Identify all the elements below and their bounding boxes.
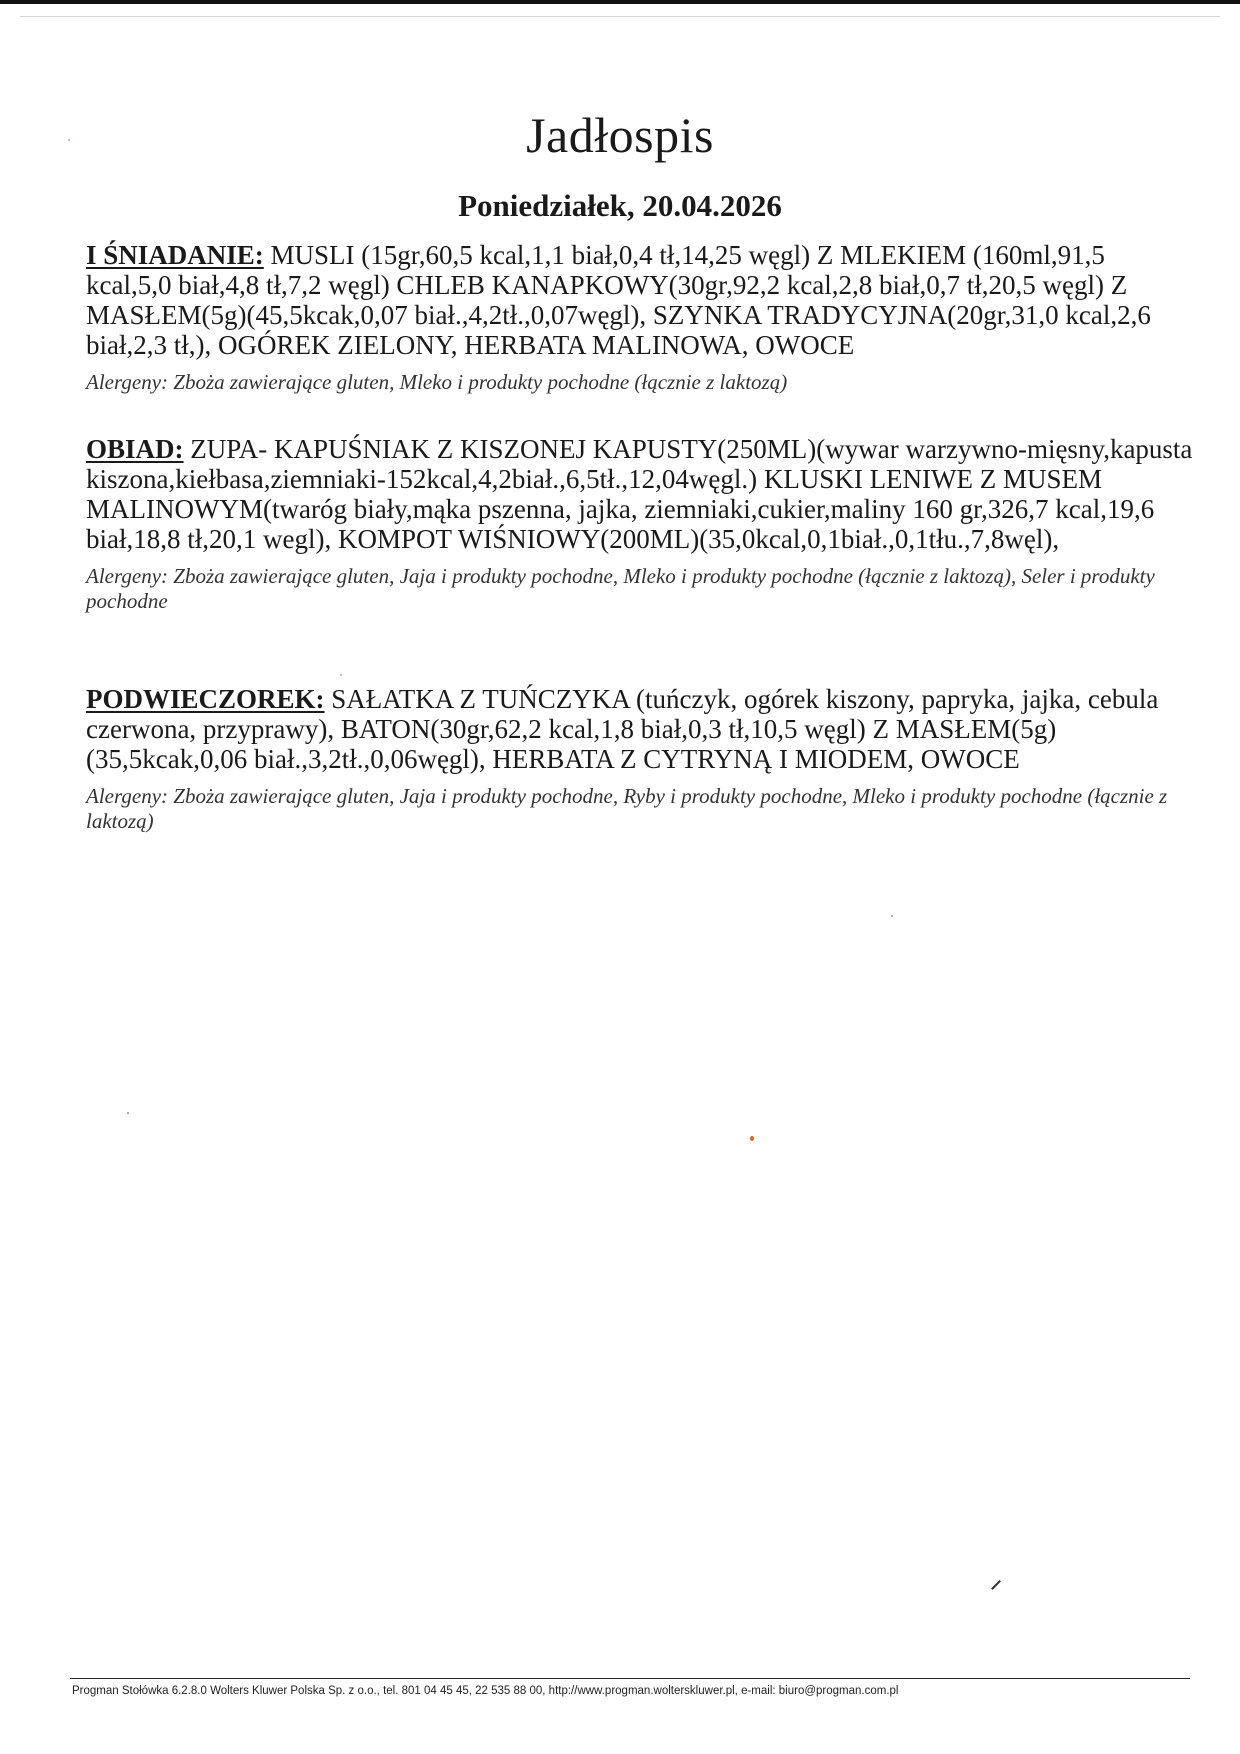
scan-speck xyxy=(750,1136,754,1141)
footer-text: Progman Stołówka 6.2.8.0 Wolters Kluwer Polska Sp. z o.o., tel. 801 04 45 45, 22 535 88 00, http://www.progman.wolterskluwer.pl, e-mail: biuro@progman.com.pl xyxy=(72,1685,899,1697)
page-title: Jadłospis xyxy=(526,106,714,163)
meal-description xyxy=(86,684,1196,774)
meal-lunch xyxy=(86,434,1196,614)
meal-breakfast xyxy=(86,240,1196,395)
meal-items: ZUPA- KAPUŚNIAK Z KISZONEJ KAPUSTY(250ML)(wywar warzywno-mięsny,kapusta kiszona,kiełbasa,ziemniaki-152kcal,4,2biał.,6,5tł.,12,04węgl.) KLUSKI LENIWE Z MUSEM MALINOWYM(twaróg biały,mąka pszenna, jajka, ziemniaki,cukier,maliny 160 gr,326,7 kcal,19,6 biał,18,8 tł,20,1 wegl), KOMPOT WIŚNIOWY(200ML)(35,0kcal,0,1biał.,0,1tłu.,7,8węl), xyxy=(86,434,1193,554)
allergens-note: Alergeny: Zboża zawierające gluten, Jaja i produkty pochodne, Mleko i produkty pochodne (łącznie z laktozą), Seler i produkty pochodne xyxy=(86,564,1155,613)
pen-mark xyxy=(991,1580,1001,1590)
scan-artifact-line xyxy=(20,16,1220,17)
scan-speck xyxy=(68,139,70,141)
scan-top-border xyxy=(0,0,1240,4)
allergens-note: Alergeny: Zboża zawierające gluten, Jaja i produkty pochodne, Ryby i produkty pochodne, Mleko i produkty pochodne (łącznie z laktozą) xyxy=(86,784,1168,833)
meal-label: OBIAD: xyxy=(86,434,184,464)
meal-items: MUSLI (15gr,60,5 kcal,1,1 biał,0,4 tł,14,25 węgl) Z MLEKIEM (160ml,91,5 kcal,5,0 biał,4,8 tł,7,2 węgl) CHLEB KANAPKOWY(30gr,92,2 kcal,2,8 biał,0,7 tł,20,5 węgl) Z MASŁEM(5g)(45,5kcak,0,07 biał.,4,2tł.,0,07węgl), SZYNKA TRADYCYJNA(20gr,31,0 kcal,2,6 biał,2,3 tł,), OGÓREK ZIELONY, HERBATA MALINOWA, OWOCE xyxy=(86,240,1151,360)
meal-label: PODWIECZOREK: xyxy=(86,684,325,714)
meal-items: SAŁATKA Z TUŃCZYKA (tuńczyk, ogórek kiszony, papryka, jajka, cebula czerwona, przyprawy), BATON(30gr,62,2 kcal,1,8 biał,0,3 tł,10,5 węgl) Z MASŁEM(5g)(35,5kcak,0,06 biał.,3,2tł.,0,06węgl), HERBATA Z CYTRYNĄ I MIODEM, OWOCE xyxy=(86,684,1159,774)
allergens-note: Alergeny: Zboża zawierające gluten, Mleko i produkty pochodne (łącznie z laktozą) xyxy=(86,370,788,394)
day-heading: Poniedziałek, 20.04.2026 xyxy=(458,188,782,223)
meal-description xyxy=(86,240,1196,360)
meal-label: I ŚNIADANIE: xyxy=(86,240,264,270)
meal-afternoon-snack xyxy=(86,684,1196,834)
scan-speck xyxy=(340,674,342,676)
footer-rule xyxy=(70,1678,1190,1679)
scan-speck xyxy=(891,915,893,917)
meal-description xyxy=(86,434,1196,554)
scan-speck xyxy=(127,1112,129,1114)
